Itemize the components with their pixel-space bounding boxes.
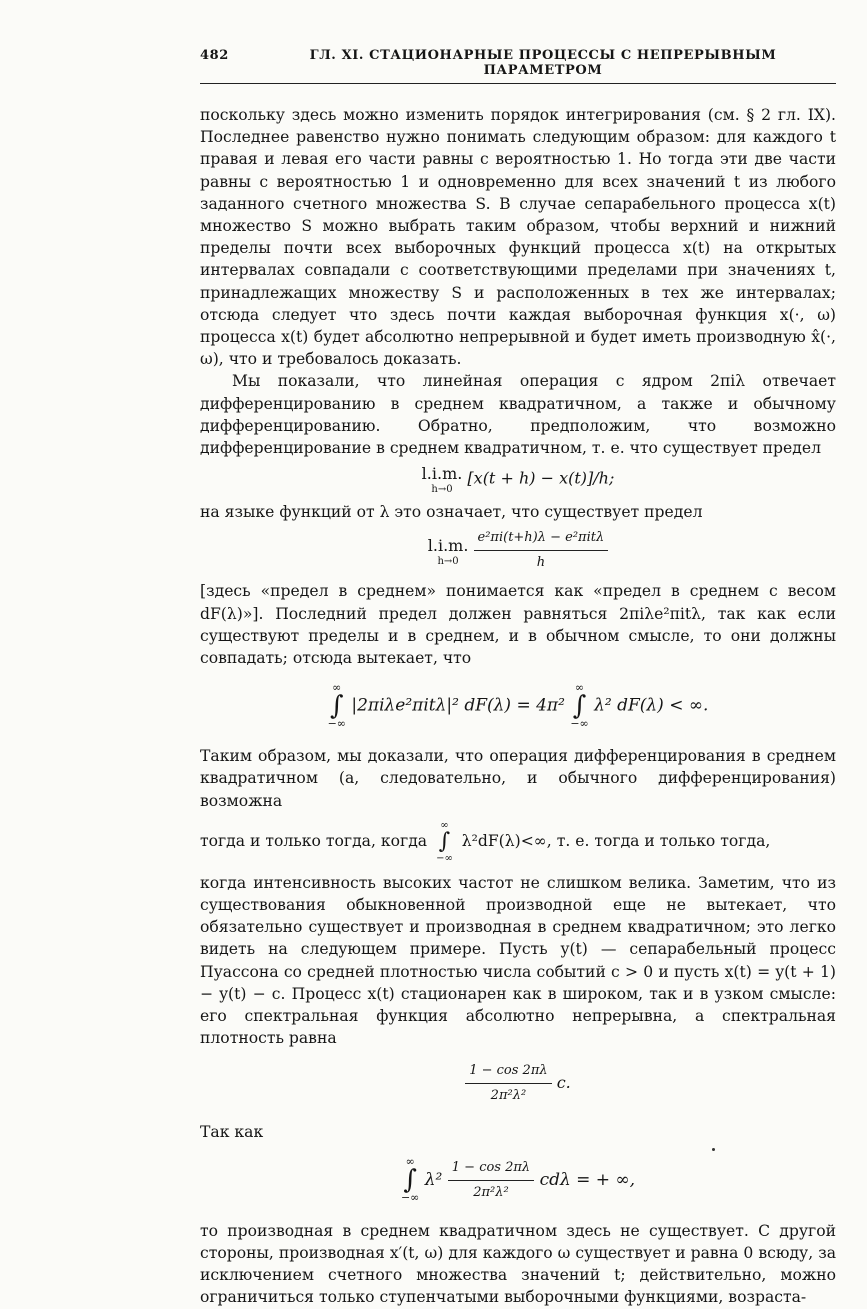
integral-sign: ∞ ∫ −∞ [327, 681, 346, 731]
page-number: 482 [200, 48, 229, 63]
integrand-2: λ² dF(λ) < ∞. [594, 695, 709, 716]
paragraph-4: [здесь «предел в среднем» понимается как «предел в среднем с весом dF(λ)»]. Последний предел должен равняться 2πiλe²πitλ, так как если существуют пределы и в среднем, и в обычном смысле, то они должны совпадать; отсюда вытекает, что [200, 582, 836, 668]
formula-spectral-density [200, 1060, 836, 1107]
lower-limit: −∞ [327, 717, 346, 731]
lower-limit: −∞ [570, 717, 589, 731]
numerator: 1 − cos 2πλ [448, 1157, 534, 1181]
paragraph-9: то производная в среднем квадратичном здесь не существует. С другой стороны, производная x′(t, ω) для каждого ω существует и равна 0 всюду, за исключением счетного множества значений t; действительно, можно ограничиться только ступенчатыми выборочными функциями, возраста- [200, 1221, 836, 1307]
lower-limit: −∞ [400, 1191, 420, 1205]
lower-limit: −∞ [436, 852, 453, 864]
lim-subscript: h→0 [431, 484, 453, 496]
formula-divergent-integral [200, 1157, 836, 1204]
paragraph-1: поскольку здесь можно изменить порядок интегрирования (см. § 2 гл. IX). Последнее равенство нужно понимать следующим образом: для каждого t правая и левая его части равны с вероятностью 1. Но тогда эти две части равны с вероятностью 1 и одновременно для всех значений t из любого заданного счетного множества S. В случае сепарабельного процесса x(t) множество S можно выбрать таким образом, чтобы верхний и нижний пределы почти всех выборочных функций процесса x(t) на открытых интервалах совпадали с соответствующими пределами при значениях t, принадлежащих множеству S и расположенных в тех же интервалах; отсюда следует что здесь почти каждая выборочная функция x(·, ω) процесса x(t) будет абсолютно непрерывной и будет иметь производную x̂(·, ω), что и требовалось доказать. [200, 106, 836, 369]
fraction [474, 527, 609, 574]
formula-body: [x(t + h) − x(t)]/h; [467, 468, 615, 488]
running-header [200, 48, 836, 84]
lim-operator [422, 463, 463, 495]
paragraph-2: Мы показали, что линейная операция с ядром 2πiλ отвечает дифференцированию в среднем квадратичном, а также и обычному дифференцированию. Обратно, предположим, что возможно дифференцирование в среднем квадратичном, т. е. что существует предел [200, 372, 836, 458]
paragraph-7: когда интенсивность высоких частот не слишком велика. Заметим, что из существования обыкновенной производной еще не вытекает, что обязательно существует и производная в среднем квадратичном; это легко видеть на следующем примере. Пусть y(t) — сепарабельный процесс Пуассона со средней плотностью числа событий c > 0 и пусть x(t) = y(t + 1) − y(t) − c. Процесс x(t) стационарен как в широком, так и в узком смысле: его спектральная функция абсолютно непрерывна, а спектральная плотность равна [200, 873, 836, 1048]
upper-limit: ∞ [574, 681, 585, 695]
integral-sign: ∞ ∫ −∞ [400, 1155, 420, 1205]
lim-label: l.i.m. [427, 535, 469, 555]
book-page [200, 48, 836, 1309]
numerator: e²πi(t+h)λ − e²πitλ [474, 527, 609, 551]
lim-operator [428, 535, 469, 567]
fraction [448, 1157, 534, 1204]
formula-tail: cdλ = + ∞, [539, 1169, 636, 1190]
paragraph-8: Так как [200, 1122, 264, 1141]
numerator: 1 − cos 2πλ [465, 1060, 551, 1084]
formula-integral-equality [200, 683, 836, 729]
formula-limit-exponential [200, 527, 836, 574]
fraction [465, 1060, 551, 1107]
lim-label: l.i.m. [421, 464, 463, 484]
upper-limit: ∞ [440, 819, 449, 831]
lim-subscript: h→0 [437, 555, 459, 567]
upper-limit: ∞ [332, 681, 342, 695]
text-after-integral: λ²dF(λ)<∞, т. е. тогда и только тогда, [461, 831, 771, 850]
denominator: 2π²λ² [490, 1087, 527, 1103]
integral-sign-2: ∞ ∫ −∞ [570, 681, 589, 731]
denominator: 2π²λ² [473, 1184, 509, 1200]
paragraph-6 [200, 820, 836, 864]
formula-tail: c. [556, 1072, 571, 1092]
text-before-integral: тогда и только тогда, когда [200, 831, 428, 850]
formula-limit-difference [200, 463, 836, 495]
denominator: h [536, 555, 546, 571]
integrand-factor: λ² [424, 1169, 443, 1190]
chapter-title: ГЛ. XI. СТАЦИОНАРНЫЕ ПРОЦЕССЫ С НЕПРЕРЫВНЫМ ПАРАМЕТРОМ [309, 48, 777, 78]
paragraph-5: Таким образом, мы доказали, что операция дифференцирования в среднем квадратичном (а, следовательно, и обычного дифференцирования) возможна [200, 747, 836, 810]
integrand: |2πiλe²πitλ|² dF(λ) = 4π² [351, 695, 571, 716]
print-speck [712, 1148, 715, 1151]
upper-limit: ∞ [405, 1155, 415, 1169]
inline-integral-sign: ∞ ∫ −∞ [436, 819, 453, 864]
paragraph-3: на языке функций от λ это означает, что существует предел [200, 503, 703, 522]
